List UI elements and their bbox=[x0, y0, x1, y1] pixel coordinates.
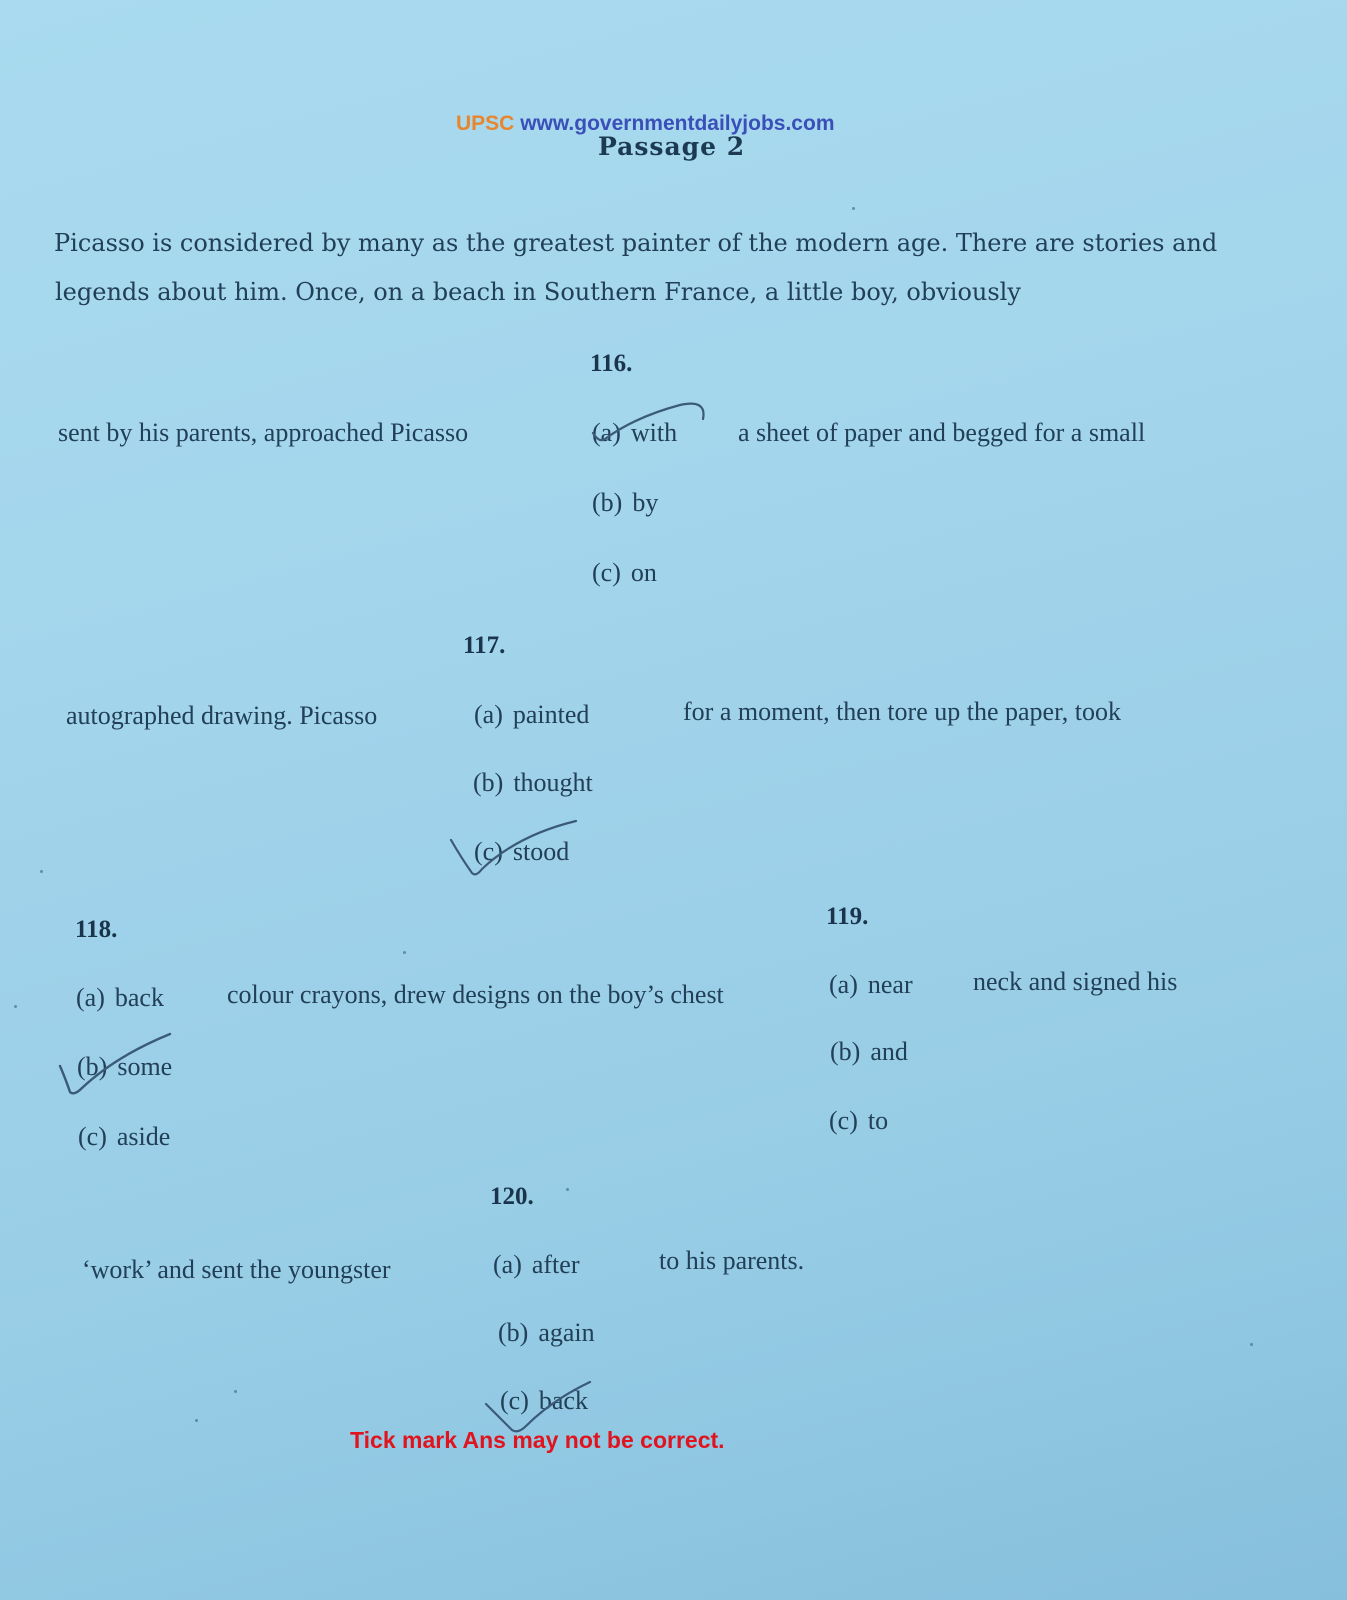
disclaimer-notice: Tick mark Ans may not be correct. bbox=[350, 1427, 725, 1453]
question-number-117: 117. bbox=[463, 632, 506, 659]
option-label: (c) bbox=[592, 558, 621, 587]
question-116-lead: sent by his parents, approached Picasso bbox=[58, 418, 469, 447]
question-number-118: 118. bbox=[75, 916, 118, 943]
question-118-trail: colour crayons, drew designs on the boy’s chest bbox=[227, 980, 724, 1009]
option-label: (c) bbox=[500, 1386, 529, 1415]
paper-speck bbox=[14, 1005, 17, 1008]
option-label: (a) bbox=[829, 970, 858, 999]
option-text: near bbox=[867, 970, 913, 999]
option-label: (a) bbox=[474, 700, 503, 729]
option-118-a[interactable] bbox=[76, 983, 164, 1013]
option-text: thought bbox=[513, 768, 593, 797]
option-label: (b) bbox=[592, 488, 623, 517]
option-text: stood bbox=[512, 837, 570, 866]
option-text: again bbox=[538, 1318, 595, 1347]
option-label: (a) bbox=[592, 418, 621, 447]
option-text: with bbox=[630, 418, 678, 447]
option-116-c[interactable] bbox=[592, 558, 657, 588]
question-119-trail: neck and signed his bbox=[973, 967, 1178, 996]
option-119-b[interactable] bbox=[830, 1037, 908, 1067]
question-120-trail: to his parents. bbox=[659, 1246, 805, 1275]
paper-speck bbox=[195, 1419, 198, 1422]
option-119-a[interactable] bbox=[829, 970, 913, 1000]
question-120-lead: ‘work’ and sent the youngster bbox=[82, 1255, 391, 1284]
paper-speck bbox=[1250, 1343, 1253, 1346]
option-text: and bbox=[870, 1037, 908, 1066]
option-text: back bbox=[538, 1386, 588, 1415]
option-text: some bbox=[117, 1052, 173, 1081]
option-text: painted bbox=[512, 700, 590, 729]
paper-speck bbox=[234, 1390, 237, 1393]
option-120-c[interactable] bbox=[500, 1386, 588, 1416]
option-text: aside bbox=[116, 1122, 171, 1151]
watermark-upsc: UPSC bbox=[456, 112, 515, 135]
watermark-url: www.governmentdailyjobs.com bbox=[520, 112, 835, 135]
option-label: (c) bbox=[829, 1106, 858, 1135]
option-text: by bbox=[632, 488, 659, 517]
option-text: to bbox=[867, 1106, 889, 1135]
option-label: (b) bbox=[77, 1052, 108, 1081]
option-117-c[interactable] bbox=[474, 837, 569, 867]
option-120-a[interactable] bbox=[493, 1250, 579, 1280]
paper-speck bbox=[403, 951, 406, 954]
question-number-116: 116. bbox=[590, 350, 633, 377]
option-label: (c) bbox=[78, 1122, 107, 1151]
question-116-trail: a sheet of paper and begged for a small bbox=[738, 418, 1146, 447]
question-number-120: 120. bbox=[490, 1183, 534, 1210]
option-label: (a) bbox=[493, 1250, 522, 1279]
option-116-a[interactable] bbox=[592, 418, 677, 448]
option-text: after bbox=[531, 1250, 580, 1279]
option-label: (c) bbox=[474, 837, 503, 866]
passage-title: Passage 2 bbox=[598, 132, 746, 161]
option-118-c[interactable] bbox=[78, 1122, 170, 1152]
question-number-119: 119. bbox=[826, 903, 869, 930]
question-117-trail: for a moment, then tore up the paper, took bbox=[683, 697, 1121, 726]
paper-speck bbox=[40, 870, 43, 873]
option-116-b[interactable] bbox=[592, 488, 658, 518]
option-label: (b) bbox=[498, 1318, 529, 1347]
passage-line-2: legends about him. Once, on a beach in Southern France, a little boy, obviously bbox=[55, 278, 1021, 306]
passage-line-1: Picasso is considered by many as the greatest painter of the modern age. There are stories and bbox=[54, 229, 1218, 257]
option-119-c[interactable] bbox=[829, 1106, 888, 1136]
option-118-b[interactable] bbox=[77, 1052, 172, 1082]
question-117-lead: autographed drawing. Picasso bbox=[66, 701, 378, 730]
option-117-a[interactable] bbox=[474, 700, 589, 730]
option-text: on bbox=[630, 558, 657, 587]
option-label: (b) bbox=[830, 1037, 861, 1066]
option-117-b[interactable] bbox=[473, 768, 593, 798]
option-label: (b) bbox=[473, 768, 504, 797]
option-label: (a) bbox=[76, 983, 105, 1012]
paper-speck bbox=[852, 207, 855, 210]
option-120-b[interactable] bbox=[498, 1318, 595, 1348]
paper-speck bbox=[566, 1188, 569, 1191]
option-text: back bbox=[114, 983, 164, 1012]
